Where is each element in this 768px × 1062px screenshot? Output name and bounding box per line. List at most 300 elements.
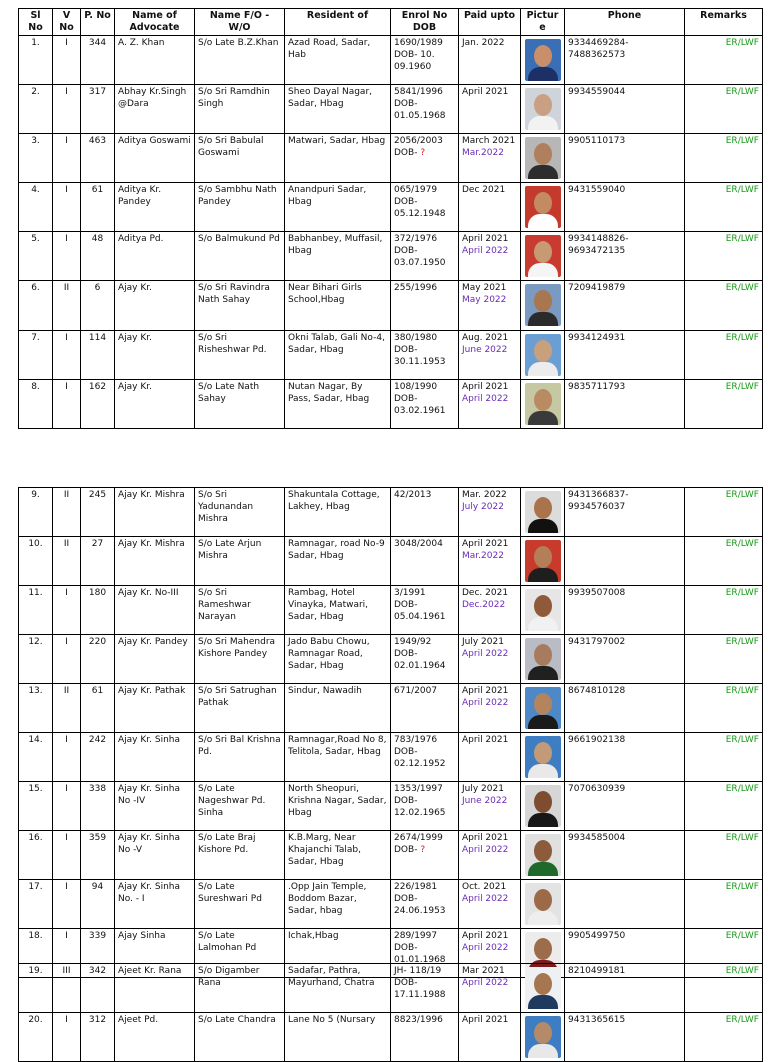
father-name: S/o Sri Satrughan Pathak [195, 684, 285, 733]
remarks: ER/LWF [685, 684, 763, 733]
resident-of: Matwari, Sadar, Hbag [285, 134, 391, 183]
volume-no: II [53, 488, 81, 537]
paid-upto: April 2021 [462, 735, 509, 745]
enrol-dob-cell [391, 36, 459, 85]
father-name: S/o Sambhu Nath Pandey [195, 183, 285, 232]
paid-upto-renewed: April 2022 [462, 246, 509, 256]
advocate-photo [525, 491, 561, 533]
paid-upto: April 2021 [462, 539, 509, 549]
paid-upto: Mar. 2022 [462, 490, 507, 500]
phone: 9661902138 [565, 733, 685, 782]
header-p: P. No [81, 9, 115, 36]
page-no: 220 [81, 635, 115, 684]
table-body-2 [19, 488, 763, 978]
advocate-photo [525, 540, 561, 582]
paid-upto-cell [459, 880, 521, 929]
table-row [19, 964, 763, 1013]
sl-no: 6. [19, 281, 53, 331]
paid-upto: April 2021 [462, 87, 509, 97]
volume-no: I [53, 782, 81, 831]
advocate-photo [525, 186, 561, 228]
table-body-3 [19, 964, 763, 1062]
remarks: ER/LWF [685, 331, 763, 380]
advocate-photo [525, 638, 561, 680]
page-no: 338 [81, 782, 115, 831]
enrol-dob-cell [391, 281, 459, 331]
paid-upto-cell [459, 1013, 521, 1062]
sl-no: 13. [19, 684, 53, 733]
resident-of: Anandpuri Sadar, Hbag [285, 183, 391, 232]
volume-no: I [53, 183, 81, 232]
enrol-dob-cell [391, 134, 459, 183]
header-sl: Sl No [19, 9, 53, 36]
table-row [19, 281, 763, 331]
volume-no: I [53, 331, 81, 380]
resident-of: North Sheopuri, Krishna Nagar, Sadar, Hbag [285, 782, 391, 831]
enrol-no: 5841/1996 [394, 87, 443, 97]
picture-cell [521, 380, 565, 429]
paid-upto-renewed: May 2022 [462, 295, 507, 305]
picture-cell [521, 635, 565, 684]
enrol-no: 3048/2004 [394, 539, 443, 549]
advocate-name: Ajay Kr. [115, 380, 195, 429]
paid-upto: July 2021 [462, 637, 504, 647]
table-body-1 [19, 36, 763, 429]
page-no: 342 [81, 964, 115, 1013]
phone: 9934124931 [565, 331, 685, 380]
phone: 8210499181 [565, 964, 685, 1013]
paid-upto: April 2021 [462, 234, 509, 244]
paid-upto-cell [459, 134, 521, 183]
picture-cell [521, 782, 565, 831]
paid-upto-cell [459, 586, 521, 635]
resident-of: Shakuntala Cottage, Lakhey, Hbag [285, 488, 391, 537]
volume-no: I [53, 929, 81, 978]
enrol-no: 1949/92 [394, 637, 432, 647]
paid-upto-renewed: Mar.2022 [462, 551, 504, 561]
picture-cell [521, 684, 565, 733]
volume-no: I [53, 36, 81, 85]
advocate-photo [525, 334, 561, 376]
table-row [19, 232, 763, 281]
enrol-no: 2056/2003 [394, 136, 443, 146]
picture-cell [521, 183, 565, 232]
volume-no: III [53, 964, 81, 1013]
table-row [19, 1013, 763, 1062]
remarks: ER/LWF [685, 85, 763, 134]
father-name: S/o Sri Bal Krishna Pd. [195, 733, 285, 782]
picture-cell [521, 134, 565, 183]
sl-no: 7. [19, 331, 53, 380]
table-row [19, 831, 763, 880]
sl-no: 9. [19, 488, 53, 537]
paid-upto-renewed: June 2022 [462, 796, 508, 806]
advocate-name: Ajay Kr. No-III [115, 586, 195, 635]
enrol-dob-cell [391, 85, 459, 134]
remarks: ER/LWF [685, 232, 763, 281]
table-row [19, 85, 763, 134]
enrol-no: 226/1981 [394, 882, 438, 892]
enrol-no: 1690/1989 [394, 38, 443, 48]
phone: 9431366837-9934576037 [565, 488, 685, 537]
enrol-no: 289/1997 [394, 931, 438, 941]
paid-upto: Jan. 2022 [462, 38, 505, 48]
register-table-2 [18, 487, 763, 978]
advocate-name: Ajay Kr. Sinha [115, 733, 195, 782]
resident-of: Sindur, Nawadih [285, 684, 391, 733]
sl-no: 8. [19, 380, 53, 429]
advocate-photo [525, 687, 561, 729]
page-no: 180 [81, 586, 115, 635]
father-name: S/o Sri Ramdhin Singh [195, 85, 285, 134]
advocate-photo [525, 383, 561, 425]
phone: 8674810128 [565, 684, 685, 733]
paid-upto-cell [459, 232, 521, 281]
advocate-photo [525, 967, 561, 1009]
father-name: S/o Late Sureshwari Pd [195, 880, 285, 929]
paid-upto-renewed: April 2022 [462, 394, 509, 404]
header-enrol: Enrol No DOB [391, 9, 459, 36]
advocate-photo [525, 785, 561, 827]
page-no: 312 [81, 1013, 115, 1062]
paid-upto-renewed: April 2022 [462, 649, 509, 659]
table-row [19, 684, 763, 733]
dob: DOB- 02.12.1952 [394, 747, 446, 769]
paid-upto-cell [459, 331, 521, 380]
paid-upto-renewed: April 2022 [462, 845, 509, 855]
paid-upto-renewed: Mar.2022 [462, 148, 504, 158]
paid-upto-renewed: Dec.2022 [462, 600, 506, 610]
volume-no: I [53, 635, 81, 684]
phone: 7209419879 [565, 281, 685, 331]
sl-no: 5. [19, 232, 53, 281]
sl-no: 18. [19, 929, 53, 978]
page-no: 162 [81, 380, 115, 429]
resident-of: Okni Talab, Gali No-4, Sadar, Hbag [285, 331, 391, 380]
header-phone: Phone [565, 9, 685, 36]
remarks: ER/LWF [685, 183, 763, 232]
picture-cell [521, 331, 565, 380]
table-row [19, 134, 763, 183]
dob: DOB- 03.02.1961 [394, 394, 446, 416]
phone [565, 537, 685, 586]
advocate-photo [525, 88, 561, 130]
phone: 9431365615 [565, 1013, 685, 1062]
page-no: 94 [81, 880, 115, 929]
remarks: ER/LWF [685, 782, 763, 831]
advocate-name: Aditya Kr. Pandey [115, 183, 195, 232]
remarks: ER/LWF [685, 586, 763, 635]
sl-no: 19. [19, 964, 53, 1013]
enrol-dob-cell [391, 183, 459, 232]
enrol-dob-cell [391, 232, 459, 281]
paid-upto: April 2021 [462, 686, 509, 696]
resident-of: Rambag, Hotel Vinayka, Matwari, Sadar, Hbag [285, 586, 391, 635]
phone: 7070630939 [565, 782, 685, 831]
advocate-name: Abhay Kr.Singh @Dara [115, 85, 195, 134]
picture-cell [521, 964, 565, 1013]
dob: DOB- 01.05.1968 [394, 99, 446, 121]
volume-no: I [53, 232, 81, 281]
table-row [19, 331, 763, 380]
paid-upto-cell [459, 183, 521, 232]
resident-of: K.B.Marg, Near Khajanchi Talab, Sadar, Hbag [285, 831, 391, 880]
volume-no: I [53, 85, 81, 134]
paid-upto-cell [459, 782, 521, 831]
dob: DOB- 12.02.1965 [394, 796, 446, 818]
dob: DOB- 05.12.1948 [394, 197, 446, 219]
advocate-name: Ajay Kr. Pandey [115, 635, 195, 684]
advocate-photo [525, 883, 561, 925]
father-name: S/o Late Braj Kishore Pd. [195, 831, 285, 880]
dob: DOB- [394, 845, 418, 855]
picture-cell [521, 880, 565, 929]
advocate-name: Ajay Kr. [115, 281, 195, 331]
advocate-name: Ajay Sinha [115, 929, 195, 978]
sl-no: 17. [19, 880, 53, 929]
page-no: 463 [81, 134, 115, 183]
remarks: ER/LWF [685, 1013, 763, 1062]
enrol-no: 255/1996 [394, 283, 438, 293]
enrol-no: 783/1976 [394, 735, 438, 745]
advocate-photo [525, 736, 561, 778]
phone [565, 880, 685, 929]
paid-upto-cell [459, 537, 521, 586]
dob: DOB- 01.01.1968 [394, 943, 446, 965]
picture-cell [521, 831, 565, 880]
remarks: ER/LWF [685, 635, 763, 684]
dob: DOB- 24.06.1953 [394, 894, 446, 916]
table-row [19, 782, 763, 831]
enrol-no: 2674/1999 [394, 833, 443, 843]
resident-of: Nutan Nagar, By Pass, Sadar, Hbag [285, 380, 391, 429]
father-name: S/o Late Arjun Mishra [195, 537, 285, 586]
advocate-photo [525, 284, 561, 326]
table-row [19, 733, 763, 782]
paid-upto-renewed: April 2022 [462, 943, 509, 953]
enrol-no: 372/1976 [394, 234, 438, 244]
enrol-no: JH- 118/19 [394, 966, 442, 976]
table-row [19, 880, 763, 929]
resident-of: Babhanbey, Muffasil, Hbag [285, 232, 391, 281]
father-name: S/o Sri Mahendra Kishore Pandey [195, 635, 285, 684]
sl-no: 2. [19, 85, 53, 134]
paid-upto: April 2021 [462, 931, 509, 941]
paid-upto: April 2021 [462, 1015, 509, 1025]
volume-no: II [53, 281, 81, 331]
enrol-no: 380/1980 [394, 333, 438, 343]
header-father: Name F/O - W/O [195, 9, 285, 36]
sl-no: 16. [19, 831, 53, 880]
picture-cell [521, 733, 565, 782]
advocate-name: Ajay Kr. Mishra [115, 488, 195, 537]
enrol-no: 3/1991 [394, 588, 426, 598]
enrol-dob-cell [391, 331, 459, 380]
page-no: 61 [81, 183, 115, 232]
page-no: 48 [81, 232, 115, 281]
volume-no: I [53, 380, 81, 429]
paid-upto-cell [459, 635, 521, 684]
phone: 9835711793 [565, 380, 685, 429]
advocate-name: Ajeet Pd. [115, 1013, 195, 1062]
advocate-name: Aditya Goswami [115, 134, 195, 183]
paid-upto: April 2021 [462, 833, 509, 843]
dob: DOB- 05.04.1961 [394, 600, 446, 622]
advocate-photo [525, 39, 561, 81]
paid-upto-cell [459, 488, 521, 537]
enrol-dob-cell [391, 684, 459, 733]
paid-upto-cell [459, 36, 521, 85]
enrol-no: 1353/1997 [394, 784, 443, 794]
header-paid: Paid upto [459, 9, 521, 36]
advocate-name: Ajeet Kr. Rana [115, 964, 195, 1013]
paid-upto-renewed: April 2022 [462, 894, 509, 904]
enrol-dob-cell [391, 537, 459, 586]
sl-no: 1. [19, 36, 53, 85]
enrol-dob-cell [391, 380, 459, 429]
advocate-name: Ajay Kr. Mishra [115, 537, 195, 586]
table-row [19, 635, 763, 684]
volume-no: I [53, 586, 81, 635]
picture-cell [521, 1013, 565, 1062]
advocate-name: Aditya Pd. [115, 232, 195, 281]
picture-cell [521, 232, 565, 281]
enrol-no: 42/2013 [394, 490, 432, 500]
table-row [19, 183, 763, 232]
page-no: 339 [81, 929, 115, 978]
remarks: ER/LWF [685, 831, 763, 880]
page-no: 242 [81, 733, 115, 782]
picture-cell [521, 537, 565, 586]
table-row [19, 488, 763, 537]
page-no: 27 [81, 537, 115, 586]
resident-of: Sheo Dayal Nagar, Sadar, Hbag [285, 85, 391, 134]
phone: 9905110173 [565, 134, 685, 183]
father-name: S/o Late Chandra [195, 1013, 285, 1062]
resident-of: Sadafar, Pathra, Mayurhand, Chatra [285, 964, 391, 1013]
father-name: S/o Sri Ravindra Nath Sahay [195, 281, 285, 331]
paid-upto: Oct. 2021 [462, 882, 507, 892]
paid-upto-cell [459, 684, 521, 733]
remarks: ER/LWF [685, 380, 763, 429]
paid-upto-cell [459, 380, 521, 429]
sl-no: 10. [19, 537, 53, 586]
page-no: 359 [81, 831, 115, 880]
header-picture: Picture [521, 9, 565, 36]
paid-upto-cell [459, 733, 521, 782]
volume-no: I [53, 831, 81, 880]
paid-upto: April 2021 [462, 382, 509, 392]
volume-no: II [53, 537, 81, 586]
volume-no: I [53, 1013, 81, 1062]
enrol-no: 065/1979 [394, 185, 438, 195]
table-row [19, 380, 763, 429]
page-no: 6 [81, 281, 115, 331]
enrol-dob-cell [391, 733, 459, 782]
advocate-name: A. Z. Khan [115, 36, 195, 85]
page-no: 114 [81, 331, 115, 380]
phone: 9934585004 [565, 831, 685, 880]
picture-cell [521, 85, 565, 134]
dob: DOB- [394, 148, 418, 158]
paid-upto: Dec 2021 [462, 185, 506, 195]
volume-no: I [53, 134, 81, 183]
paid-upto: March 2021 [462, 136, 516, 146]
advocate-name: Ajay Kr. Sinha No -V [115, 831, 195, 880]
advocate-name: Ajay Kr. Sinha No. - I [115, 880, 195, 929]
resident-of: Near Bihari Girls School,Hbag [285, 281, 391, 331]
remarks: ER/LWF [685, 36, 763, 85]
dob-unknown-mark: ? [420, 845, 426, 855]
enrol-no: 108/1990 [394, 382, 438, 392]
sl-no: 15. [19, 782, 53, 831]
header-resident: Resident of [285, 9, 391, 36]
table-row [19, 537, 763, 586]
father-name: S/o Balmukund Pd [195, 232, 285, 281]
phone: 9431559040 [565, 183, 685, 232]
paid-upto-cell [459, 831, 521, 880]
phone: 9334469284-7488362573 [565, 36, 685, 85]
sl-no: 14. [19, 733, 53, 782]
paid-upto: July 2021 [462, 784, 504, 794]
resident-of: .Opp Jain Temple, Boddom Bazar, Sadar, hbag [285, 880, 391, 929]
header-remarks: Remarks [685, 9, 763, 36]
remarks: ER/LWF [685, 964, 763, 1013]
remarks: ER/LWF [685, 281, 763, 331]
dob: DOB- 30.11.1953 [394, 345, 446, 367]
enrol-dob-cell [391, 880, 459, 929]
father-name: S/o Sri Babulal Goswami [195, 134, 285, 183]
paid-upto-renewed: July 2022 [462, 502, 504, 512]
advocate-photo [525, 834, 561, 876]
enrol-dob-cell [391, 782, 459, 831]
father-name: S/o Sri Risheshwar Pd. [195, 331, 285, 380]
father-name: S/o Digamber Rana [195, 964, 285, 1013]
remarks: ER/LWF [685, 929, 763, 978]
advocate-photo [525, 589, 561, 631]
table-row [19, 586, 763, 635]
enrol-dob-cell [391, 488, 459, 537]
paid-upto-cell [459, 281, 521, 331]
picture-cell [521, 488, 565, 537]
sl-no: 20. [19, 1013, 53, 1062]
dob-unknown-mark: ? [420, 148, 426, 158]
father-name: S/o Sri Rameshwar Narayan [195, 586, 285, 635]
paid-upto-renewed: June 2022 [462, 345, 508, 355]
header-v: V No [53, 9, 81, 36]
enrol-dob-cell [391, 1013, 459, 1062]
phone: 9431797002 [565, 635, 685, 684]
advocate-photo [525, 1016, 561, 1058]
volume-no: II [53, 684, 81, 733]
table-row [19, 36, 763, 85]
remarks: ER/LWF [685, 488, 763, 537]
phone: 9905499750 [565, 929, 685, 978]
paid-upto: Aug. 2021 [462, 333, 509, 343]
resident-of: Ramnagar,Road No 8, Telitola, Sadar, Hbag [285, 733, 391, 782]
register-table-1 [18, 8, 763, 429]
father-name: S/o Late Lalmohan Pd [195, 929, 285, 978]
page-no: 245 [81, 488, 115, 537]
dob: DOB- 10. 09.1960 [394, 50, 435, 72]
sl-no: 3. [19, 134, 53, 183]
father-name: S/o Sri Yadunandan Mishra [195, 488, 285, 537]
paid-upto-cell [459, 85, 521, 134]
remarks: ER/LWF [685, 880, 763, 929]
paid-upto-cell [459, 964, 521, 1013]
paid-upto: May 2021 [462, 283, 507, 293]
page-no: 61 [81, 684, 115, 733]
